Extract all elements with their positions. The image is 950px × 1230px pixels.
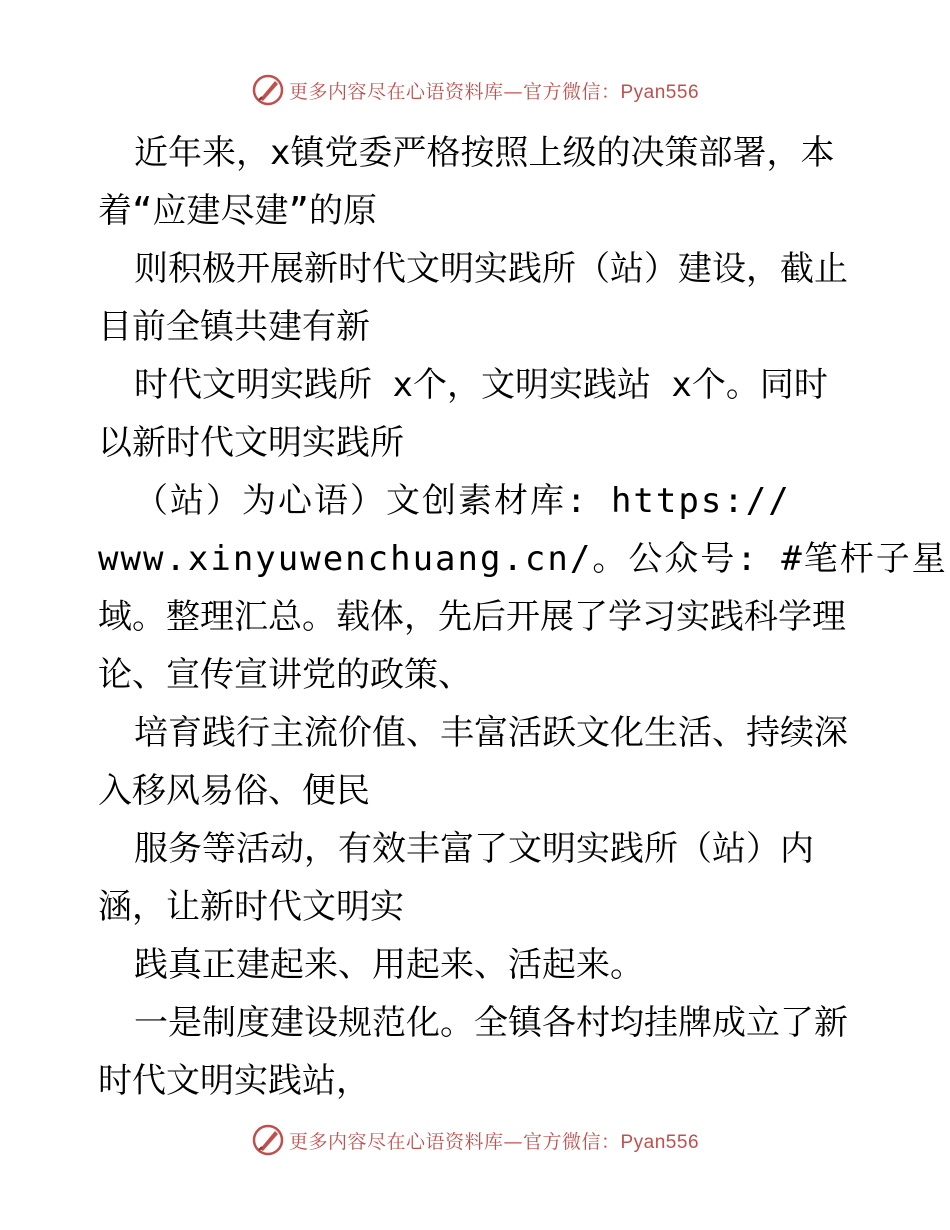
text-line: （站）为心语）文创素材库: https:// <box>134 481 791 521</box>
text-line: 则积极开展新时代文明实践所（站）建设，截止 <box>134 249 848 289</box>
text-line: 近年来，x镇党委严格按照上级的决策部署，本 <box>134 133 835 173</box>
header-banner-handle: Pyan556 <box>620 81 700 103</box>
text-line: 论、宣传宣讲党的政策、 <box>98 655 472 695</box>
header-banner-text <box>289 77 699 104</box>
text-line: 涵，让新时代文明实 <box>98 887 404 927</box>
text-line: 目前全镇共建有新 <box>98 307 370 347</box>
text-line: 入移风易俗、便民 <box>98 771 370 811</box>
text-line: 培育践行主流价值、丰富活跃文化生活、持续深 <box>134 713 848 753</box>
body-text <box>98 124 948 1110</box>
text-line: 时代文明实践站， <box>98 1061 370 1101</box>
text-line: 以新时代文明实践所 <box>98 423 404 463</box>
footer-banner-handle: Pyan556 <box>620 1131 700 1153</box>
text-line: 着“应建尽建”的原 <box>98 191 377 231</box>
header-banner-main: 更多内容尽在心语资料库—官方微信： <box>288 80 621 103</box>
header-watermark-banner <box>0 70 950 110</box>
text-line: 服务等活动，有效丰富了文明实践所（站）内 <box>134 829 814 869</box>
text-line: 时代文明实践所 x个，文明实践站 x个。同时 <box>134 365 828 405</box>
text-line: 一是制度建设规范化。全镇各村均挂牌成立了新 <box>134 1003 848 1043</box>
footer-banner-text <box>289 1127 699 1154</box>
quill-logo-icon <box>251 1122 287 1158</box>
text-line: 践真正建起来、用起来、活起来。 <box>134 945 644 985</box>
footer-watermark-banner <box>0 1120 950 1160</box>
footer-banner-main: 更多内容尽在心语资料库—官方微信： <box>288 1130 621 1153</box>
quill-logo-icon <box>251 72 287 108</box>
text-line: 域。整理汇总。载体，先后开展了学习实践科学理 <box>98 597 846 637</box>
text-line: www.xinyuwenchuang.cn/。公众号: #笔杆子星 <box>98 539 948 579</box>
